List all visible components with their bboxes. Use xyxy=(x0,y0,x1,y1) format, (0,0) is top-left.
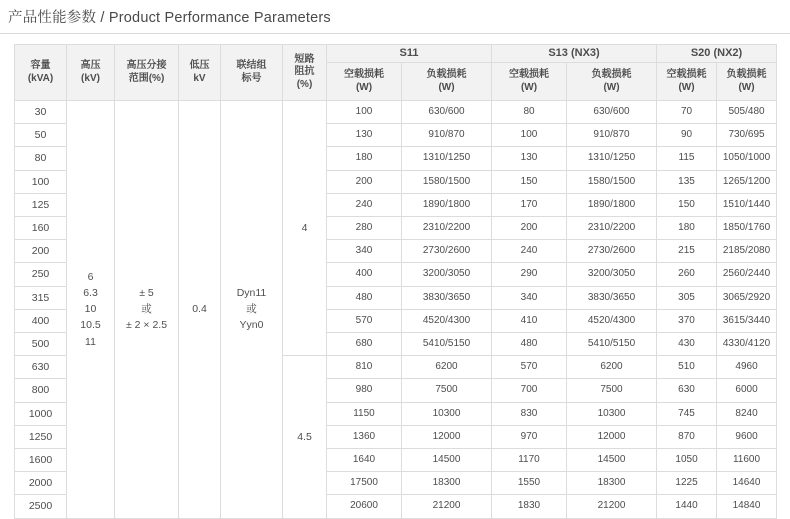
connection-value: 或 xyxy=(246,303,257,316)
tap-range-value: 或 xyxy=(141,303,152,316)
hv-value: 10.5 xyxy=(80,319,101,332)
cell-s13-noload: 410 xyxy=(492,309,567,332)
cell-s13-load: 7500 xyxy=(567,379,657,402)
cell-capacity: 1600 xyxy=(15,449,67,472)
cell-capacity: 1250 xyxy=(15,425,67,448)
cell-s20-noload: 745 xyxy=(657,402,717,425)
cell-s20-load: 14840 xyxy=(717,495,777,518)
cell-s20-noload: 510 xyxy=(657,356,717,379)
cell-s11-load: 3830/3650 xyxy=(402,286,492,309)
col-header-capacity xyxy=(15,45,67,101)
cell-s13-load: 3200/3050 xyxy=(567,263,657,286)
cell-s13-load: 630/600 xyxy=(567,101,657,124)
cell-connection-merged xyxy=(221,101,283,519)
cell-s20-load: 3615/3440 xyxy=(717,309,777,332)
cell-s20-noload: 180 xyxy=(657,217,717,240)
cell-s13-load: 3830/3650 xyxy=(567,286,657,309)
cell-s20-load: 505/480 xyxy=(717,101,777,124)
cell-s11-load: 10300 xyxy=(402,402,492,425)
cell-s20-load: 4330/4120 xyxy=(717,333,777,356)
cell-s11-noload: 280 xyxy=(327,217,402,240)
connection-value: Dyn11 xyxy=(236,286,267,299)
cell-s13-load: 12000 xyxy=(567,425,657,448)
cell-capacity: 80 xyxy=(15,147,67,170)
cell-s13-load: 2310/2200 xyxy=(567,217,657,240)
cell-s13-load: 14500 xyxy=(567,449,657,472)
cell-capacity: 2500 xyxy=(15,495,67,518)
cell-s11-noload: 17500 xyxy=(327,472,402,495)
cell-s20-noload: 135 xyxy=(657,170,717,193)
cell-s13-load: 1580/1500 xyxy=(567,170,657,193)
col-header-tap-line1: 高压分接 xyxy=(126,60,167,71)
col-header-lv-line2: kV xyxy=(193,72,206,84)
cell-s13-load: 1310/1250 xyxy=(567,147,657,170)
cell-s20-noload: 115 xyxy=(657,147,717,170)
col-header-connection-line2: 标号 xyxy=(241,72,262,84)
cell-s13-noload: 100 xyxy=(492,124,567,147)
cell-impedance-lower: 4.5 xyxy=(283,356,327,518)
cell-capacity: 315 xyxy=(15,286,67,309)
cell-s13-load: 6200 xyxy=(567,356,657,379)
page-title-bar xyxy=(0,0,790,34)
cell-s20-noload: 150 xyxy=(657,193,717,216)
cell-s20-load: 1510/1440 xyxy=(717,193,777,216)
cell-s13-load: 4520/4300 xyxy=(567,309,657,332)
col-header-s13-noload-line2: (W) xyxy=(520,81,538,93)
cell-s13-load: 1890/1800 xyxy=(567,193,657,216)
col-header-tap-range xyxy=(115,45,179,101)
cell-s20-noload: 1225 xyxy=(657,472,717,495)
cell-s11-load: 4520/4300 xyxy=(402,309,492,332)
table-row xyxy=(15,101,777,124)
cell-s11-noload: 100 xyxy=(327,101,402,124)
cell-s11-noload: 400 xyxy=(327,263,402,286)
cell-s11-load: 1310/1250 xyxy=(402,147,492,170)
col-header-s13-load xyxy=(567,63,657,101)
cell-s13-noload: 1170 xyxy=(492,449,567,472)
group-header-s11: S11 xyxy=(327,45,492,63)
cell-capacity: 250 xyxy=(15,263,67,286)
cell-s11-load: 1580/1500 xyxy=(402,170,492,193)
cell-s11-noload: 980 xyxy=(327,379,402,402)
cell-s11-noload: 240 xyxy=(327,193,402,216)
hv-value: 10 xyxy=(84,303,97,316)
connection-value: Yyn0 xyxy=(239,319,264,332)
cell-hv-merged xyxy=(67,101,115,519)
cell-s20-load: 1850/1760 xyxy=(717,217,777,240)
cell-s11-load: 2310/2200 xyxy=(402,217,492,240)
cell-s11-load: 5410/5150 xyxy=(402,333,492,356)
col-header-connection-line1: 联结组 xyxy=(236,60,267,71)
cell-s11-load: 7500 xyxy=(402,379,492,402)
cell-s11-load: 21200 xyxy=(402,495,492,518)
col-header-s11-noload-line2: (W) xyxy=(355,81,373,93)
cell-s13-load: 18300 xyxy=(567,472,657,495)
header-row-top xyxy=(15,45,777,63)
col-header-lv-line1: 低压 xyxy=(189,60,210,71)
cell-s13-load: 5410/5150 xyxy=(567,333,657,356)
cell-s20-noload: 630 xyxy=(657,379,717,402)
cell-s13-load: 10300 xyxy=(567,402,657,425)
cell-s13-noload: 480 xyxy=(492,333,567,356)
cell-s20-load: 8240 xyxy=(717,402,777,425)
cell-s20-load: 14640 xyxy=(717,472,777,495)
cell-s13-noload: 970 xyxy=(492,425,567,448)
cell-capacity: 2000 xyxy=(15,472,67,495)
col-header-impedance-line3: (%) xyxy=(296,78,313,90)
cell-s20-noload: 870 xyxy=(657,425,717,448)
spec-table-wrapper xyxy=(14,44,776,519)
tap-range-value: ± 2 × 2.5 xyxy=(125,319,168,332)
hv-values xyxy=(67,269,114,350)
cell-s11-noload: 810 xyxy=(327,356,402,379)
cell-s20-load: 730/695 xyxy=(717,124,777,147)
cell-s11-load: 6200 xyxy=(402,356,492,379)
col-header-s20-noload xyxy=(657,63,717,101)
tap-range-values xyxy=(115,285,178,334)
cell-capacity: 1000 xyxy=(15,402,67,425)
product-performance-table xyxy=(14,44,777,519)
cell-s20-load: 2185/2080 xyxy=(717,240,777,263)
cell-capacity: 400 xyxy=(15,309,67,332)
cell-s13-noload: 1830 xyxy=(492,495,567,518)
col-header-s20-noload-line1: 空载损耗 xyxy=(666,69,707,80)
col-header-hv xyxy=(67,45,115,101)
cell-capacity: 100 xyxy=(15,170,67,193)
cell-s20-noload: 90 xyxy=(657,124,717,147)
table-head xyxy=(15,45,777,101)
cell-s13-noload: 170 xyxy=(492,193,567,216)
col-header-s13-load-line2: (W) xyxy=(603,81,620,93)
hv-value: 6.3 xyxy=(83,286,98,299)
cell-s13-load: 2730/2600 xyxy=(567,240,657,263)
cell-s11-load: 12000 xyxy=(402,425,492,448)
col-header-s11-load-line1: 负载损耗 xyxy=(426,69,467,80)
cell-s11-noload: 680 xyxy=(327,333,402,356)
cell-s13-noload: 130 xyxy=(492,147,567,170)
col-header-s11-noload xyxy=(327,63,402,101)
cell-s13-noload: 150 xyxy=(492,170,567,193)
cell-s11-load: 910/870 xyxy=(402,124,492,147)
col-header-tap-line2: 范围(%) xyxy=(128,72,165,84)
cell-s20-noload: 1050 xyxy=(657,449,717,472)
cell-capacity: 160 xyxy=(15,217,67,240)
cell-s13-noload: 570 xyxy=(492,356,567,379)
tap-range-value: ± 5 xyxy=(139,286,154,299)
cell-s11-noload: 1640 xyxy=(327,449,402,472)
hv-value: 11 xyxy=(85,335,96,348)
cell-s13-noload: 340 xyxy=(492,286,567,309)
cell-s20-load: 9600 xyxy=(717,425,777,448)
col-header-impedance-line1: 短路 xyxy=(294,53,315,65)
cell-s20-load: 1050/1000 xyxy=(717,147,777,170)
cell-s13-noload: 200 xyxy=(492,217,567,240)
cell-s13-noload: 80 xyxy=(492,101,567,124)
col-header-capacity-line1: 容量 xyxy=(30,60,51,71)
col-header-s13-noload xyxy=(492,63,567,101)
cell-capacity: 30 xyxy=(15,101,67,124)
cell-capacity: 800 xyxy=(15,379,67,402)
hv-value: 6 xyxy=(87,270,94,283)
cell-tap-range-merged xyxy=(115,101,179,519)
cell-s20-noload: 1440 xyxy=(657,495,717,518)
cell-s20-load: 2560/2440 xyxy=(717,263,777,286)
cell-s20-noload: 215 xyxy=(657,240,717,263)
cell-s11-noload: 1360 xyxy=(327,425,402,448)
col-header-lv xyxy=(179,45,221,101)
cell-s11-noload: 570 xyxy=(327,309,402,332)
col-header-capacity-line2: (kVA) xyxy=(27,72,54,84)
col-header-s13-load-line1: 负载损耗 xyxy=(591,69,632,80)
cell-s11-noload: 340 xyxy=(327,240,402,263)
col-header-s13-noload-line1: 空载损耗 xyxy=(509,69,549,80)
cell-s11-noload: 20600 xyxy=(327,495,402,518)
col-header-connection xyxy=(221,45,283,101)
col-header-hv-line1: 高压 xyxy=(80,60,101,71)
cell-s20-load: 4960 xyxy=(717,356,777,379)
cell-capacity: 50 xyxy=(15,124,67,147)
cell-s11-noload: 200 xyxy=(327,170,402,193)
col-header-s20-load xyxy=(717,63,777,101)
cell-s20-noload: 430 xyxy=(657,333,717,356)
cell-s11-noload: 1150 xyxy=(327,402,402,425)
cell-s20-noload: 260 xyxy=(657,263,717,286)
cell-s11-load: 3200/3050 xyxy=(402,263,492,286)
cell-s11-load: 2730/2600 xyxy=(402,240,492,263)
cell-s13-noload: 290 xyxy=(492,263,567,286)
cell-s13-noload: 700 xyxy=(492,379,567,402)
col-header-s20-load-line1: 负载损耗 xyxy=(726,69,767,80)
cell-s20-load: 11600 xyxy=(717,449,777,472)
cell-capacity: 500 xyxy=(15,333,67,356)
connection-values xyxy=(221,285,282,334)
cell-s11-noload: 180 xyxy=(327,147,402,170)
col-header-s11-load-line2: (W) xyxy=(438,81,455,93)
cell-s20-noload: 305 xyxy=(657,286,717,309)
cell-lv-merged: 0.4 xyxy=(179,101,221,519)
cell-capacity: 200 xyxy=(15,240,67,263)
cell-s20-load: 6000 xyxy=(717,379,777,402)
table-body xyxy=(15,101,777,519)
cell-s20-noload: 70 xyxy=(657,101,717,124)
cell-s11-load: 1890/1800 xyxy=(402,193,492,216)
col-header-hv-line2: (kV) xyxy=(81,72,100,84)
col-header-impedance xyxy=(283,45,327,101)
cell-impedance-upper: 4 xyxy=(283,101,327,356)
cell-s20-noload: 370 xyxy=(657,309,717,332)
cell-capacity: 630 xyxy=(15,356,67,379)
cell-s20-load: 3065/2920 xyxy=(717,286,777,309)
group-header-s20: S20 (NX2) xyxy=(657,45,777,63)
page-title: 产品性能参数 / Product Performance Parameters xyxy=(8,10,331,26)
cell-s13-load: 21200 xyxy=(567,495,657,518)
col-header-s20-noload-line2: (W) xyxy=(678,81,695,93)
cell-s13-noload: 1550 xyxy=(492,472,567,495)
cell-s13-noload: 240 xyxy=(492,240,567,263)
cell-capacity: 125 xyxy=(15,193,67,216)
col-header-s11-noload-line1: 空载损耗 xyxy=(344,69,384,80)
cell-s11-load: 630/600 xyxy=(402,101,492,124)
cell-s11-noload: 130 xyxy=(327,124,402,147)
group-header-s13: S13 (NX3) xyxy=(492,45,657,63)
cell-s11-load: 14500 xyxy=(402,449,492,472)
cell-s11-load: 18300 xyxy=(402,472,492,495)
col-header-s11-load xyxy=(402,63,492,101)
cell-s11-noload: 480 xyxy=(327,286,402,309)
cell-s13-noload: 830 xyxy=(492,402,567,425)
cell-s13-load: 910/870 xyxy=(567,124,657,147)
cell-s20-load: 1265/1200 xyxy=(717,170,777,193)
col-header-s20-load-line2: (W) xyxy=(738,81,755,93)
col-header-impedance-line2: 阻抗 xyxy=(294,66,315,78)
